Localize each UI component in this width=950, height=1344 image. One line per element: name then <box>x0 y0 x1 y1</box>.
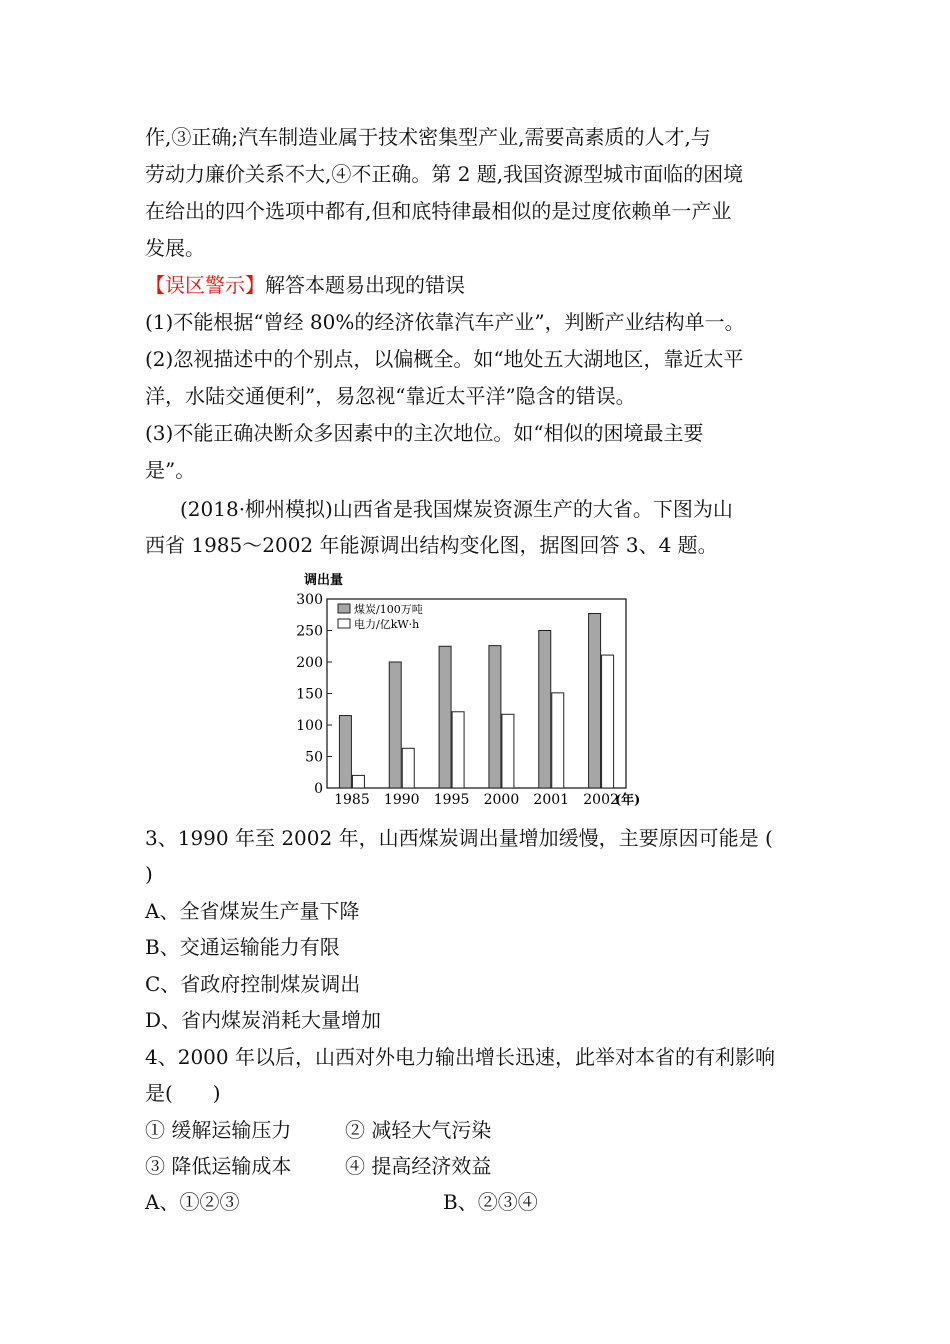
option-b[interactable]: B、交通运输能力有限 <box>145 935 340 959</box>
chart-legend <box>338 602 423 631</box>
coal-bar <box>439 646 451 788</box>
statement-1: ① 缓解运输压力 <box>145 1118 292 1142</box>
question-3-stem: ) <box>145 862 153 886</box>
legend-label-coal: 煤炭/100万吨 <box>354 603 423 616</box>
error-item: (3)不能正确决断众多因素中的主次地位。如“相似的困境最主要 <box>145 421 704 445</box>
intro-line: (2018·柳州模拟)山西省是我国煤炭资源生产的大省。下图为山 <box>180 497 733 521</box>
x-tick-label: 2002 <box>583 792 619 808</box>
power-bar <box>352 775 364 788</box>
question-4-stem: 4、2000 年以后，山西对外电力输出增长迅速，此举对本省的有利影响 <box>145 1045 775 1069</box>
statement-2: ② 减轻大气污染 <box>345 1118 492 1142</box>
x-tick-label: 2001 <box>533 792 570 808</box>
question-4-stem: 是( ) <box>145 1081 221 1105</box>
power-bar <box>602 655 614 788</box>
y-tick-label: 50 <box>305 749 323 766</box>
option-d[interactable]: D、省内煤炭消耗大量增加 <box>145 1008 382 1032</box>
y-axis-label: 调出量 <box>304 573 344 588</box>
error-item: 是”。 <box>145 458 196 482</box>
x-tick-label: 1990 <box>383 792 420 808</box>
intro-line: 西省 1985～2002 年能源调出结构变化图，据图回答 3、4 题。 <box>145 533 718 557</box>
option-a[interactable]: A、全省煤炭生产量下降 <box>145 899 360 923</box>
chart-svg <box>290 566 680 816</box>
power-bar <box>402 748 414 788</box>
x-tick-label: 1995 <box>433 792 470 808</box>
y-tick-label: 250 <box>296 623 323 640</box>
option-c[interactable]: C、省政府控制煤炭调出 <box>145 972 361 996</box>
legend-swatch-coal <box>338 604 350 613</box>
coal-bar <box>539 631 551 789</box>
y-tick-label: 100 <box>296 718 323 734</box>
warning-text: 解答本题易出现的错误 <box>265 273 465 297</box>
x-tick-label: 1985 <box>334 792 370 808</box>
power-bar <box>452 712 464 788</box>
x-tick-label: 2000 <box>483 792 520 808</box>
coal-bar <box>489 646 501 788</box>
power-bar <box>502 714 514 788</box>
text-line: 劳动力廉价关系不大,④不正确。第 2 题,我国资源型城市面临的困境 <box>145 162 744 186</box>
y-tick-label: 150 <box>296 686 323 703</box>
error-item: 洋，水陆交通便利”，易忽视“靠近太平洋”隐含的错误。 <box>145 384 636 408</box>
x-axis-unit: (年) <box>615 793 641 808</box>
text-line: 在给出的四个选项中都有,但和底特律最相似的是过度依赖单一产业 <box>145 199 732 223</box>
y-tick-label: 200 <box>296 655 323 671</box>
energy-export-chart <box>290 566 680 816</box>
question-3-stem: 3、1990 年至 2002 年，山西煤炭调出量增加缓慢，主要原因可能是 ( <box>145 826 773 850</box>
warning-label: 【误区警示】 <box>145 273 265 297</box>
coal-bar <box>389 662 401 788</box>
error-item: (1)不能根据“曾经 80%的经济依靠汽车产业”，判断产业结构单一。 <box>145 310 745 334</box>
statement-4: ④ 提高经济效益 <box>345 1154 492 1178</box>
warning-line <box>145 273 465 297</box>
statement-3: ③ 降低运输成本 <box>145 1154 292 1178</box>
y-tick-label: 0 <box>314 781 323 797</box>
option-b[interactable]: B、②③④ <box>443 1190 538 1214</box>
coal-bar <box>589 613 601 788</box>
text-line: 作,③正确;汽车制造业属于技术密集型产业,需要高素质的人才,与 <box>145 125 711 149</box>
legend-swatch-power <box>338 619 350 628</box>
power-bar <box>552 693 564 788</box>
error-item: (2)忽视描述中的个别点，以偏概全。如“地处五大湖地区，靠近太平 <box>145 347 744 371</box>
y-tick-label: 300 <box>296 592 323 608</box>
coal-bar <box>339 716 351 788</box>
legend-label-power: 电力/亿kW·h <box>354 618 420 631</box>
text-line: 发展。 <box>145 236 205 260</box>
option-a[interactable]: A、①②③ <box>145 1190 240 1214</box>
